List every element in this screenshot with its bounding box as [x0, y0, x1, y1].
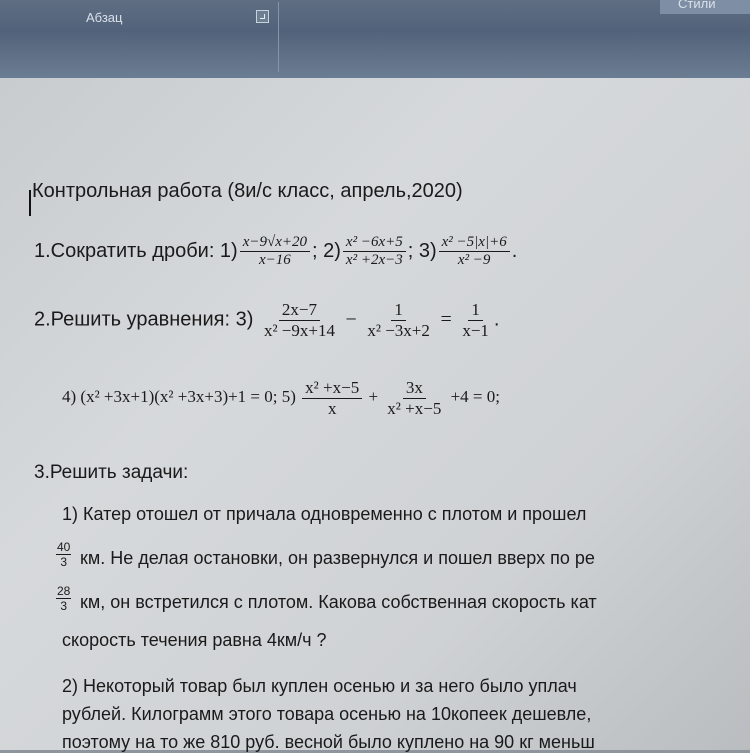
- fraction-e-numerator: 3x: [403, 378, 426, 399]
- fraction-2-denominator: x² +2x−3: [345, 252, 403, 269]
- task-2-equations-4-5: [62, 378, 500, 418]
- minus-sign: −: [345, 308, 357, 331]
- fraction-3: [439, 234, 510, 270]
- end-period-1: .: [511, 240, 518, 263]
- fraction-e-denominator: x² +x−5: [387, 398, 442, 418]
- problem-1-line-4: скорость течения равна 4км/ч ?: [62, 630, 327, 650]
- fraction-1: [240, 234, 310, 270]
- fraction-a: [261, 300, 338, 340]
- fraction-b-numerator: 1: [391, 300, 406, 321]
- fraction-2: [343, 234, 406, 270]
- problem-1-line-1: 1) Катер отошел от причала одновременно с плотом и прошел: [62, 504, 587, 524]
- task-2: [34, 300, 499, 340]
- fraction-c: [459, 300, 492, 340]
- fraction-b-denominator: x² −3x+2: [367, 320, 430, 340]
- fraction-1-denominator: x−16: [258, 252, 291, 269]
- problem-2-line-3: поэтому на то же 810 руб. весной было куплено на 90 кг меньш: [62, 732, 595, 752]
- separator-2: ; 3): [407, 240, 437, 263]
- problem-2-line-1: 2) Некоторый товар был куплен осенью и за него было уплач: [62, 676, 577, 696]
- fraction-d-denominator: x: [327, 398, 337, 418]
- equation-4: 4) (x² +3x+1)(x² +3x+3)+1 = 0; 5): [62, 386, 296, 406]
- end-period-2: .: [493, 308, 500, 331]
- separator-1: ; 2): [312, 240, 341, 263]
- fraction-b: [364, 300, 433, 340]
- fraction-2-numerator: x² −6x+5: [343, 234, 406, 252]
- problem-1-line-2: км. Не делая остановки, он развернулся и пошел вверх по ре: [80, 548, 595, 568]
- equals-sign: =: [440, 308, 452, 331]
- fraction-1-numerator: x−9√x+20: [240, 234, 310, 252]
- fraction-d-numerator: x² +x−5: [302, 378, 362, 399]
- problem-2-line-2: рублей. Килограмм этого товара осенью на 10копеек дешевле,: [62, 704, 592, 724]
- task-3-label: 3.Решить задачи:: [34, 462, 189, 483]
- problem-1-fraction-2: [56, 584, 71, 613]
- problem-1-fraction-2-numerator: 28: [57, 584, 71, 598]
- problem-1-line-3: км, он встретился с плотом. Какова собственная скорость кат: [80, 592, 597, 612]
- problem-1-fraction-1: [56, 540, 71, 569]
- text-cursor: [29, 190, 31, 216]
- problem-1-fraction-2-denominator: 3: [60, 599, 68, 613]
- fraction-a-denominator: x² −9x+14: [263, 320, 335, 340]
- fraction-e: [384, 378, 444, 418]
- fraction-3-denominator: x² −9: [457, 252, 491, 269]
- fraction-a-numerator: 2x−7: [279, 300, 320, 321]
- fraction-c-denominator: x−1: [462, 320, 489, 340]
- problem-1-fraction-1-denominator: 3: [60, 555, 68, 569]
- fraction-c-numerator: 1: [468, 300, 483, 321]
- task-2-label: 2.Решить уравнения: 3): [34, 308, 254, 331]
- task-1-label: 1.Сократить дроби: 1): [34, 240, 238, 263]
- fraction-3-numerator: x² −5|x|+6: [439, 234, 510, 252]
- equation-5-tail: +4 = 0;: [450, 386, 500, 406]
- page-title: Контрольная работа (8и/с класс, апрель,2020): [32, 180, 463, 202]
- paragraph-group-label: Абзац: [86, 10, 123, 25]
- plus-sign: +: [368, 386, 379, 406]
- problem-1-fraction-1-numerator: 40: [57, 540, 71, 554]
- styles-group-label: Стили: [678, 0, 716, 11]
- task-1: [34, 234, 517, 270]
- fraction-d: [302, 378, 362, 418]
